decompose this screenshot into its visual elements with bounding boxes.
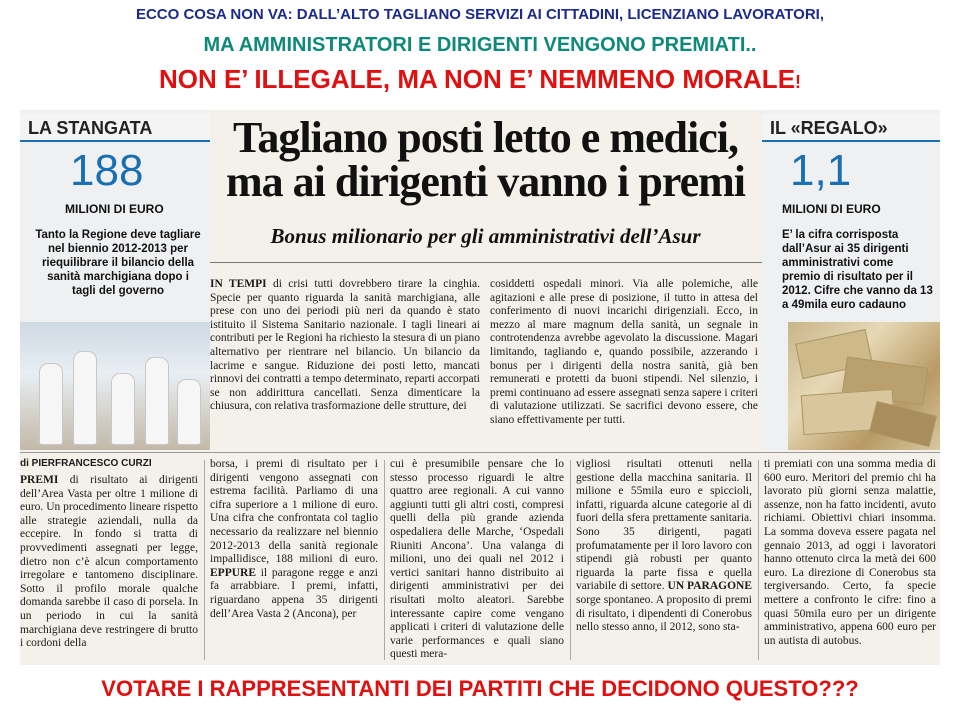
column-separator	[570, 460, 571, 660]
column-1-text: di risultato ai dirigenti dell’Area Vasta per oltre 1 milione di euro. Un procedimento lineare rispetto alle strategie aziendali, nulla da eccepire. In fondo si tratta di provvedimenti assegnati per legge, dietro non c’è alcun comportamento irregolare e tantomeno disciplinare. Sotto il profilo morale qualche domanda sarebbe il caso di porsela. In un periodo in cui la sanità marchigiana deve restringere di brutto i cordoni della	[20, 474, 198, 650]
column-separator	[384, 460, 385, 660]
headline	[208, 113, 763, 206]
intro-column-2	[490, 278, 758, 446]
header-line-1: ECCO COSA NON VA: DALL’ALTO TAGLIANO SERVIZI AI CITTADINI, LICENZIANO LAVORATORI,	[135, 6, 825, 23]
column-3-text: cui è presumibile pensare che lo stesso processo riguardi le altre quattro aree regionali. A cui vanno aggiunti tutti gli altri costi, compresi quelli della più grande azienda ospedaliera delle Marche, ‘Ospedali Riuniti Ancona’. Una valanga di milioni, uno dei quali nel 2012 i vertici sanitari hanno distribuito ai dirigenti amministrativi per dei risultati molto aleatori. Sarebbe interessante capire come vengano applicati i criteri di valutazione delle varie performances e quali siano questi mera-	[390, 458, 564, 661]
right-box-text: E’ la cifra corrisposta dall’Asur ai 35 dirigenti amministrativi come premio di risultato per il 2012. Cifre che vanno da 13 a 49mila euro cadauno	[782, 229, 933, 311]
left-box-head: LA STANGATA	[20, 114, 210, 142]
newspaper-clipping	[20, 110, 940, 665]
column-5-text: ti premiati con una somma media di 600 euro. Meritori del premio chi ha lavorato più giorni senza malattie, assenze, non ha fatto incidenti, avuto richiami. Obiettivi chiari insomma. La somma doveva essere pagata nel gennaio 2013, ad oggi i lavoratori hanno ottenuto circa la metà dei 600 euro. La direzione di Conerobus sta tergiversando. Certo, fa specie mettere a confronto le cifre: fino a quasi 50mila euro per un dirigente amministrativo, appena 600 euro per un autista di autobus.	[764, 458, 936, 647]
column-4-lead: UN PARAGONE	[667, 580, 752, 593]
headline-line-1: Tagliano posti letto e medici,	[233, 113, 738, 162]
headline-line-2: ma ai dirigenti vanno i premi	[226, 157, 745, 206]
hospital-staff-photo	[20, 322, 210, 450]
photo-figure	[40, 364, 62, 444]
column-4-text-b: sorge spontaneo. A proposito di premi di risultato, i dipendenti di Conerobus nello stesso anno, il 2012, sono sta-	[576, 593, 752, 634]
intro-text-1: di crisi tutti dovrebbero tirare la cinghia. Specie per quanto riguarda la sanità marchigiana, alle prese con uno dei periodi più neri da quando è stato istituito il Sistema Sanitario nazionale. I tagli lineari ai contributi per le Regioni ha richiesto la stesura di un piano alternativo per rientrare nel bilancio. Un bilancio da lacrime e sangue. Riduzione dei posti letto, mancati rinnovi dei contratti a tempo determinato, reparti accorpati se non addirittura cancellati. Senza dimenticare la chiusura, con relativa trasformazione delle strutture, dei	[210, 278, 480, 413]
column-separator	[204, 460, 205, 660]
column-2-lead: EPPURE	[210, 566, 256, 579]
intro-lead: IN TEMPI	[210, 278, 267, 290]
article-column-5	[764, 458, 936, 663]
subhead-rule	[210, 262, 762, 263]
euro-banknotes-photo	[788, 322, 940, 450]
header-line-3-text: NON E’ ILLEGALE, MA NON E’ NEMMENO MORALE	[158, 64, 796, 94]
right-box-unit: MILIONI DI EURO	[782, 202, 881, 216]
photo-figure	[112, 374, 134, 444]
column-2-text-b: il paragone regge e anzi fa arrabbiare. I premi, infatti, riguardano appena 35 dirigenti dell’Area Vasta 2 (Ancona), per	[210, 566, 378, 620]
footer-question: VOTARE I RAPPRESENTANTI DEI PARTITI CHE DECIDONO QUESTO???	[101, 676, 859, 701]
article-column-3	[390, 458, 564, 663]
intro-column-1	[210, 278, 480, 446]
byline: di PIERFRANCESCO CURZI	[20, 458, 152, 469]
intro-text-2: cosiddetti ospedali minori. Via alle polemiche, alle agitazioni e alle prese di posizione, il tutto in attesa del conferimento di nuovi incarichi dirigenziali. Ecco, in mezzo al mare magnum della sanità, un segnale in controtendenza avrebbe agevolato la discussione. Magari limitando, tagliando e, quando possibile, azzerando i bonus per i dirigenti della nostra sanità, già ben remunerati e protetti da buoni stipendi. Nel silenzio, i premi continuano ad essere assegnati senza sapere i criteri di valutazione utilizzati. Se sacrifici devono essere, che siano effettivamente per tutti.	[490, 278, 758, 426]
left-box-text: Tanto la Regione deve tagliare nel biennio 2012-2013 per riequilibrare il bilancio della sanità marchigiana dopo i tagli del governo	[35, 229, 201, 297]
banknote	[869, 401, 937, 447]
column-1-lead: PREMI	[20, 474, 59, 486]
right-box-number: 1,1	[790, 146, 852, 195]
column-2-text: borsa, i premi di risultato per i dirigenti vengono assegnati con estrema facilità. Parliamo di una cifra superiore a 1 milione di euro. Una cifra che confrontata col taglio necessario da realizzare nel biennio 2012-2013 della sanità regionale impallidisce, 188 milioni di euro.	[210, 458, 378, 566]
left-box-unit: MILIONI DI EURO	[65, 202, 164, 216]
article-column-2	[210, 458, 378, 663]
photo-figure	[178, 380, 200, 444]
left-box-number: 188	[70, 146, 144, 195]
right-box-head: IL «REGALO»	[762, 114, 940, 142]
header-line-3	[0, 64, 960, 95]
photo-figure	[74, 352, 96, 444]
photo-figure	[146, 358, 168, 444]
column-separator	[758, 460, 759, 660]
article-column-4	[576, 458, 752, 663]
column-4-text: vigliosi risultati ottenuti nella gestione della macchina sanitaria. Il milione e 55mila euro e spiccioli, infatti, riguarda alcune categorie al di fuori della sfera prettamente sanitaria. Sono 35 dirigenti, pagati profumatamente per il loro lavoro con stipendi già robusti per quanto riguarda la parte fissa e quella variabile di settore.	[576, 458, 752, 593]
header-line-3-exclamation: !	[795, 72, 802, 92]
article-column-1	[20, 474, 198, 664]
section-rule	[20, 452, 940, 453]
header-line-2: MA AMMINISTRATORI E DIRIGENTI VENGONO PREMIATI..	[203, 34, 757, 56]
subhead: Bonus milionario per gli amministrativi dell’Asur	[270, 224, 701, 248]
